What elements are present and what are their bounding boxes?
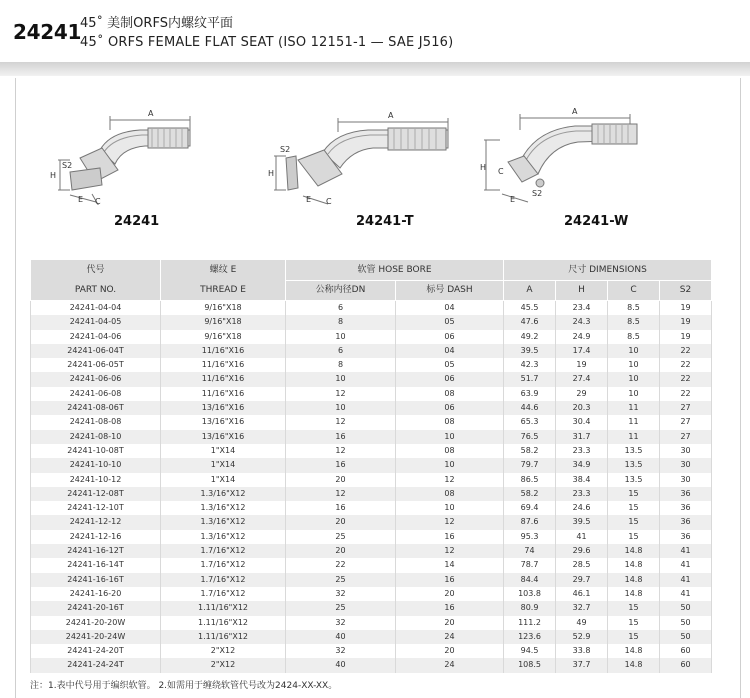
table-row	[31, 544, 712, 558]
cell-dash: 12	[396, 473, 504, 487]
table-row	[31, 473, 712, 487]
cell-s2: 50	[660, 630, 712, 644]
cell-h: 34.9	[556, 458, 608, 472]
table-row	[31, 630, 712, 644]
table-row	[31, 644, 712, 658]
cell-dash: 12	[396, 544, 504, 558]
cell-part-no: 24241-24-20T	[31, 644, 161, 658]
table-row	[31, 301, 712, 316]
cell-c: 15	[608, 487, 660, 501]
header-dash: 标号 DASH	[396, 281, 504, 301]
cell-s2: 41	[660, 573, 712, 587]
cell-part-no: 24241-24-24T	[31, 658, 161, 672]
cell-s2: 27	[660, 415, 712, 429]
cell-s2: 41	[660, 558, 712, 572]
cell-h: 41	[556, 530, 608, 544]
cell-a: 111.2	[504, 616, 556, 630]
cell-dash: 24	[396, 658, 504, 672]
cell-thread: 1.3/16"X12	[161, 487, 286, 501]
table-row	[31, 616, 712, 630]
cell-dash: 20	[396, 587, 504, 601]
cell-c: 11	[608, 415, 660, 429]
cell-c: 14.8	[608, 544, 660, 558]
cell-a: 86.5	[504, 473, 556, 487]
dim-label-h: H	[50, 171, 57, 180]
cell-dn: 40	[286, 630, 396, 644]
cell-dash: 08	[396, 387, 504, 401]
cell-a: 63.9	[504, 387, 556, 401]
cell-thread: 9/16"X18	[161, 315, 286, 329]
cell-thread: 1.7/16"X12	[161, 587, 286, 601]
cell-h: 38.4	[556, 473, 608, 487]
cell-dash: 04	[396, 344, 504, 358]
cell-c: 14.8	[608, 558, 660, 572]
cell-c: 8.5	[608, 330, 660, 344]
cell-h: 24.6	[556, 501, 608, 515]
header-part-no: 代号 PART NO.	[31, 260, 161, 301]
cell-c: 14.8	[608, 587, 660, 601]
cell-s2: 19	[660, 330, 712, 344]
title-english: 45˚ ORFS FEMALE FLAT SEAT (ISO 12151-1 — SAE J516)	[80, 35, 454, 50]
cell-h: 28.5	[556, 558, 608, 572]
cell-part-no: 24241-06-04T	[31, 344, 161, 358]
table-row	[31, 658, 712, 672]
cell-part-no: 24241-08-06T	[31, 401, 161, 415]
cell-part-no: 24241-12-16	[31, 530, 161, 544]
dim-label-s2: S2	[62, 161, 73, 170]
cell-dn: 32	[286, 587, 396, 601]
cell-h: 29.7	[556, 573, 608, 587]
cell-dn: 6	[286, 344, 396, 358]
cell-c: 11	[608, 430, 660, 444]
cell-part-no: 24241-06-08	[31, 387, 161, 401]
cell-thread: 11/16"X16	[161, 387, 286, 401]
cell-dn: 10	[286, 330, 396, 344]
cell-a: 58.2	[504, 487, 556, 501]
cell-thread: 13/16"X16	[161, 415, 286, 429]
cell-h: 20.3	[556, 401, 608, 415]
cell-dn: 16	[286, 430, 396, 444]
drawings-area	[0, 90, 750, 250]
cell-s2: 27	[660, 401, 712, 415]
table-row	[31, 587, 712, 601]
cell-h: 23.3	[556, 444, 608, 458]
cell-dash: 06	[396, 401, 504, 415]
cell-h: 29	[556, 387, 608, 401]
cell-h: 23.3	[556, 487, 608, 501]
cell-a: 51.7	[504, 372, 556, 386]
cell-h: 32.7	[556, 601, 608, 615]
cell-c: 13.5	[608, 444, 660, 458]
cell-part-no: 24241-10-12	[31, 473, 161, 487]
cell-a: 123.6	[504, 630, 556, 644]
cell-thread: 9/16"X18	[161, 330, 286, 344]
cell-thread: 1.3/16"X12	[161, 501, 286, 515]
cell-s2: 36	[660, 501, 712, 515]
cell-dash: 20	[396, 644, 504, 658]
cell-s2: 36	[660, 530, 712, 544]
cell-dn: 12	[286, 444, 396, 458]
cell-a: 58.2	[504, 444, 556, 458]
cell-dash: 10	[396, 430, 504, 444]
cell-c: 15	[608, 616, 660, 630]
cell-a: 42.3	[504, 358, 556, 372]
cell-thread: 1.7/16"X12	[161, 558, 286, 572]
cell-a: 76.5	[504, 430, 556, 444]
cell-dash: 14	[396, 558, 504, 572]
cell-c: 14.8	[608, 658, 660, 672]
dim-label-a: A	[148, 109, 154, 118]
table-row	[31, 415, 712, 429]
cell-h: 24.9	[556, 330, 608, 344]
cell-s2: 27	[660, 430, 712, 444]
cell-s2: 19	[660, 315, 712, 329]
cell-part-no: 24241-10-08T	[31, 444, 161, 458]
table-row	[31, 430, 712, 444]
table-row	[31, 573, 712, 587]
table-row	[31, 530, 712, 544]
footnote: 注：1.表中代号用于编织软管。 2.如需用于缠绕软管代号改为2424-XX-XX。	[30, 681, 338, 691]
cell-c: 14.8	[608, 644, 660, 658]
cell-a: 65.3	[504, 415, 556, 429]
cell-part-no: 24241-20-20W	[31, 616, 161, 630]
cell-c: 15	[608, 530, 660, 544]
product-code: 24241	[13, 20, 82, 44]
cell-part-no: 24241-12-10T	[31, 501, 161, 515]
cell-a: 78.7	[504, 558, 556, 572]
cell-dn: 10	[286, 372, 396, 386]
cell-h: 37.7	[556, 658, 608, 672]
cell-a: 39.5	[504, 344, 556, 358]
cell-dn: 8	[286, 358, 396, 372]
dim-label-s2: S2	[280, 145, 291, 154]
cell-dash: 08	[396, 415, 504, 429]
cell-dn: 25	[286, 530, 396, 544]
cell-a: 44.6	[504, 401, 556, 415]
cell-a: 45.5	[504, 301, 556, 316]
table-row	[31, 487, 712, 501]
cell-s2: 50	[660, 616, 712, 630]
cell-s2: 36	[660, 487, 712, 501]
cell-a: 103.8	[504, 587, 556, 601]
cell-dn: 6	[286, 301, 396, 316]
table-row	[31, 501, 712, 515]
cell-h: 39.5	[556, 515, 608, 529]
cell-thread: 1.7/16"X12	[161, 544, 286, 558]
fitting-drawing-24241-W	[480, 90, 670, 210]
cell-s2: 41	[660, 587, 712, 601]
cell-thread: 1.11/16"X12	[161, 630, 286, 644]
cell-s2: 22	[660, 358, 712, 372]
cell-part-no: 24241-10-10	[31, 458, 161, 472]
dim-label-e: E	[78, 195, 84, 204]
cell-c: 13.5	[608, 473, 660, 487]
cell-thread: 13/16"X16	[161, 401, 286, 415]
cell-a: 84.4	[504, 573, 556, 587]
cell-s2: 22	[660, 372, 712, 386]
cell-a: 80.9	[504, 601, 556, 615]
dim-label-h: H	[480, 163, 487, 172]
page-header	[0, 0, 750, 62]
table-row	[31, 344, 712, 358]
cell-c: 11	[608, 401, 660, 415]
fitting-drawing-24241	[40, 90, 200, 205]
cell-dash: 08	[396, 487, 504, 501]
cell-dn: 20	[286, 473, 396, 487]
cell-s2: 36	[660, 515, 712, 529]
cell-h: 30.4	[556, 415, 608, 429]
cell-h: 24.3	[556, 315, 608, 329]
cell-c: 13.5	[608, 458, 660, 472]
cell-h: 23.4	[556, 301, 608, 316]
drawing-label-2: 24241-T	[356, 214, 414, 229]
cell-part-no: 24241-16-16T	[31, 573, 161, 587]
cell-part-no: 24241-06-06	[31, 372, 161, 386]
cell-c: 15	[608, 601, 660, 615]
dim-label-c: C	[326, 197, 332, 205]
cell-thread: 1"X14	[161, 444, 286, 458]
header-a: A	[504, 281, 556, 301]
table-body	[31, 301, 712, 673]
table-row	[31, 315, 712, 329]
cell-dn: 16	[286, 501, 396, 515]
cell-c: 15	[608, 515, 660, 529]
cell-dash: 05	[396, 358, 504, 372]
cell-a: 74	[504, 544, 556, 558]
cell-thread: 1.3/16"X12	[161, 530, 286, 544]
dim-label-c: C	[498, 167, 504, 176]
cell-dn: 12	[286, 387, 396, 401]
cell-dn: 32	[286, 644, 396, 658]
dim-label-s2: S2	[532, 189, 543, 198]
cell-dash: 12	[396, 515, 504, 529]
cell-s2: 30	[660, 444, 712, 458]
cell-c: 10	[608, 372, 660, 386]
title-chinese: 45˚ 美制ORFS内螺纹平面	[80, 16, 233, 31]
cell-dash: 10	[396, 501, 504, 515]
cell-dn: 20	[286, 544, 396, 558]
cell-h: 52.9	[556, 630, 608, 644]
table-row	[31, 372, 712, 386]
cell-part-no: 24241-16-20	[31, 587, 161, 601]
cell-h: 33.8	[556, 644, 608, 658]
table-row	[31, 558, 712, 572]
cell-s2: 30	[660, 473, 712, 487]
cell-thread: 1"X14	[161, 473, 286, 487]
table-row	[31, 515, 712, 529]
table-row	[31, 601, 712, 615]
cell-dash: 06	[396, 372, 504, 386]
cell-part-no: 24241-04-05	[31, 315, 161, 329]
cell-c: 15	[608, 501, 660, 515]
cell-dn: 22	[286, 558, 396, 572]
cell-c: 10	[608, 344, 660, 358]
cell-thread: 1.11/16"X12	[161, 616, 286, 630]
cell-thread: 2"X12	[161, 644, 286, 658]
table-row	[31, 358, 712, 372]
cell-part-no: 24241-16-14T	[31, 558, 161, 572]
table-row	[31, 458, 712, 472]
table-row	[31, 330, 712, 344]
cell-h: 49	[556, 616, 608, 630]
cell-dash: 16	[396, 601, 504, 615]
cell-dn: 12	[286, 487, 396, 501]
cell-s2: 22	[660, 387, 712, 401]
cell-dn: 16	[286, 458, 396, 472]
cell-s2: 19	[660, 301, 712, 316]
header-hose-bore: 软管 HOSE BORE	[286, 260, 504, 281]
cell-s2: 22	[660, 344, 712, 358]
cell-dash: 05	[396, 315, 504, 329]
cell-s2: 50	[660, 601, 712, 615]
cell-thread: 2"X12	[161, 658, 286, 672]
header-dimensions: 尺寸 DIMENSIONS	[504, 260, 712, 281]
cell-dash: 08	[396, 444, 504, 458]
cell-a: 94.5	[504, 644, 556, 658]
cell-part-no: 24241-06-05T	[31, 358, 161, 372]
cell-h: 27.4	[556, 372, 608, 386]
cell-dash: 24	[396, 630, 504, 644]
cell-dash: 06	[396, 330, 504, 344]
header-dn: 公称内径DN	[286, 281, 396, 301]
cell-dash: 16	[396, 573, 504, 587]
cell-c: 10	[608, 387, 660, 401]
cell-a: 69.4	[504, 501, 556, 515]
header-c: C	[608, 281, 660, 301]
cell-thread: 11/16"X16	[161, 372, 286, 386]
dim-label-e: E	[510, 195, 516, 204]
cell-s2: 60	[660, 644, 712, 658]
dim-label-c: C	[95, 197, 101, 205]
header-s2: S2	[660, 281, 712, 301]
table-row	[31, 401, 712, 415]
cell-a: 87.6	[504, 515, 556, 529]
table-row	[31, 387, 712, 401]
cell-dn: 10	[286, 401, 396, 415]
cell-s2: 30	[660, 458, 712, 472]
table-row	[31, 444, 712, 458]
cell-thread: 1.3/16"X12	[161, 515, 286, 529]
drawing-label-1: 24241	[114, 214, 160, 229]
header-h: H	[556, 281, 608, 301]
cell-a: 79.7	[504, 458, 556, 472]
cell-h: 31.7	[556, 430, 608, 444]
dim-label-a: A	[388, 111, 394, 120]
cell-thread: 11/16"X16	[161, 358, 286, 372]
dimensions-table	[30, 259, 712, 673]
cell-dn: 8	[286, 315, 396, 329]
dim-label-e: E	[306, 195, 312, 204]
cell-c: 14.8	[608, 573, 660, 587]
cell-thread: 13/16"X16	[161, 430, 286, 444]
header-divider-band	[0, 62, 750, 76]
fitting-drawing-24241-T	[268, 90, 458, 205]
cell-h: 46.1	[556, 587, 608, 601]
cell-part-no: 24241-08-10	[31, 430, 161, 444]
cell-s2: 41	[660, 544, 712, 558]
dim-label-h: H	[268, 169, 275, 178]
cell-c: 8.5	[608, 301, 660, 316]
dim-label-a: A	[572, 107, 578, 116]
cell-dn: 20	[286, 515, 396, 529]
cell-dn: 12	[286, 415, 396, 429]
cell-h: 17.4	[556, 344, 608, 358]
cell-part-no: 24241-04-06	[31, 330, 161, 344]
cell-s2: 60	[660, 658, 712, 672]
cell-thread: 1.7/16"X12	[161, 573, 286, 587]
cell-part-no: 24241-12-12	[31, 515, 161, 529]
cell-a: 108.5	[504, 658, 556, 672]
cell-dash: 10	[396, 458, 504, 472]
cell-c: 15	[608, 630, 660, 644]
cell-dash: 20	[396, 616, 504, 630]
cell-a: 49.2	[504, 330, 556, 344]
cell-dn: 40	[286, 658, 396, 672]
cell-a: 95.3	[504, 530, 556, 544]
cell-c: 8.5	[608, 315, 660, 329]
cell-dn: 32	[286, 616, 396, 630]
cell-thread: 9/16"X18	[161, 301, 286, 316]
cell-c: 10	[608, 358, 660, 372]
cell-dash: 04	[396, 301, 504, 316]
cell-part-no: 24241-12-08T	[31, 487, 161, 501]
cell-h: 29.6	[556, 544, 608, 558]
cell-thread: 1.11/16"X12	[161, 601, 286, 615]
cell-thread: 11/16"X16	[161, 344, 286, 358]
cell-part-no: 24241-20-24W	[31, 630, 161, 644]
header-thread: 螺纹 E THREAD E	[161, 260, 286, 301]
cell-a: 47.6	[504, 315, 556, 329]
cell-dash: 16	[396, 530, 504, 544]
cell-part-no: 24241-16-12T	[31, 544, 161, 558]
cell-h: 19	[556, 358, 608, 372]
cell-dn: 25	[286, 601, 396, 615]
cell-part-no: 24241-20-16T	[31, 601, 161, 615]
cell-part-no: 24241-08-08	[31, 415, 161, 429]
drawing-label-3: 24241-W	[564, 214, 629, 229]
cell-part-no: 24241-04-04	[31, 301, 161, 316]
cell-thread: 1"X14	[161, 458, 286, 472]
cell-dn: 25	[286, 573, 396, 587]
